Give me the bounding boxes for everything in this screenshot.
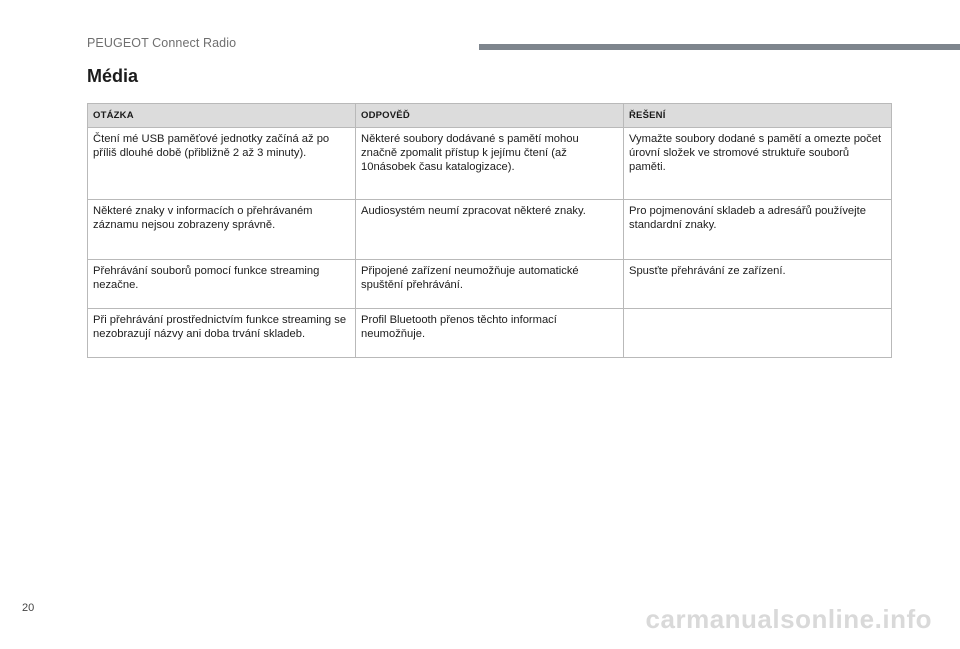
column-header-question: OTÁZKA: [88, 104, 356, 128]
question-cell: Čtení mé USB paměťové jednotky začíná až po příliš dlouhé době (přibližně 2 až 3 minuty).: [88, 128, 356, 200]
watermark: carmanualsonline.info: [645, 604, 932, 634]
table-row: [88, 200, 892, 260]
table-row: [88, 128, 892, 200]
question-cell: Přehrávání souborů pomocí funkce streaming nezačne.: [88, 260, 356, 309]
solution-cell: Pro pojmenování skladeb a adresářů používejte standardní znaky.: [624, 200, 892, 260]
section-title: Média: [87, 66, 139, 86]
question-cell: Některé znaky v informacích o přehrávaném záznamu nejsou zobrazeny správně.: [88, 200, 356, 260]
page-number: 20: [22, 602, 35, 614]
solution-cell: Vymažte soubory dodané s pamětí a omezte počet úrovní složek ve stromové struktuře souborů paměti.: [624, 128, 892, 200]
table-row: [88, 309, 892, 358]
troubleshooting-table: [87, 103, 892, 358]
solution-cell: [624, 309, 892, 358]
header-decorative-bar: [479, 44, 960, 50]
document-header-title: PEUGEOT Connect Radio: [87, 36, 237, 50]
answer-cell: Profil Bluetooth přenos těchto informací neumožňuje.: [356, 309, 624, 358]
solution-cell: Spusťte přehrávání ze zařízení.: [624, 260, 892, 309]
question-cell: Při přehrávání prostřednictvím funkce streaming se nezobrazují názvy ani doba trvání skladeb.: [88, 309, 356, 358]
table-header-row: [88, 104, 892, 128]
table-row: [88, 260, 892, 309]
answer-cell: Připojené zařízení neumožňuje automatické spuštění přehrávání.: [356, 260, 624, 309]
column-header-solution: ŘEŠENÍ: [624, 104, 892, 128]
answer-cell: Některé soubory dodávané s pamětí mohou značně zpomalit přístup k jejímu čtení (až 10násobek času katalogizace).: [356, 128, 624, 200]
column-header-answer: ODPOVĚĎ: [356, 104, 624, 128]
answer-cell: Audiosystém neumí zpracovat některé znaky.: [356, 200, 624, 260]
